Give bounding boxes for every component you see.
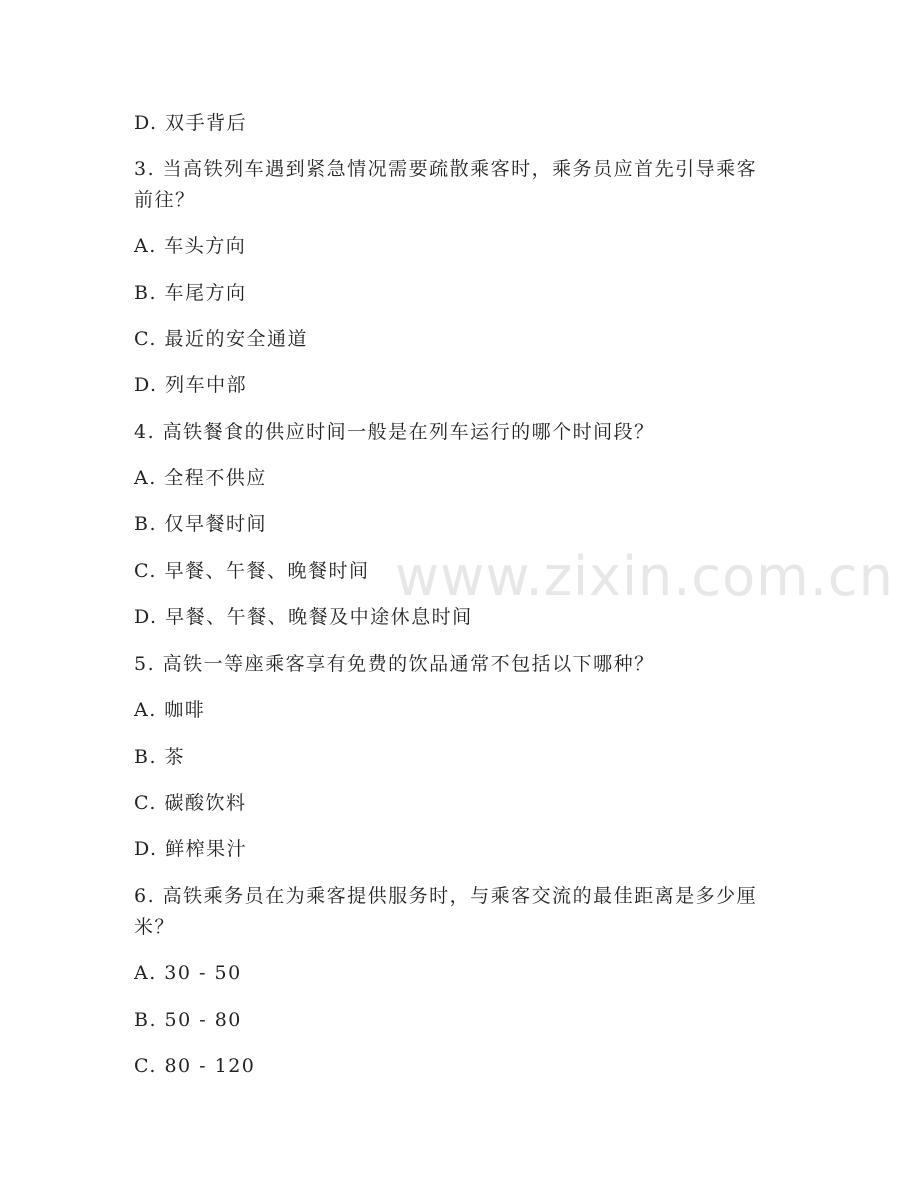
option-line: B. 50 - 80 [134, 1009, 242, 1031]
option-line: C. 碳酸饮料 [134, 792, 247, 814]
option-line: D. 双手背后 [134, 112, 248, 134]
option-line: B. 仅早餐时间 [134, 513, 268, 535]
question-line: 5. 高铁一等座乘客享有免费的饮品通常不包括以下哪种？ [134, 653, 655, 675]
option-line: A. 全程不供应 [134, 467, 267, 489]
option-line: D. 鲜榨果汁 [134, 838, 248, 860]
option-line: C. 80 - 120 [134, 1055, 256, 1077]
option-line: C. 早餐、午餐、晚餐时间 [134, 560, 370, 582]
option-line: D. 早餐、午餐、晚餐及中途休息时间 [134, 606, 473, 628]
option-line: B. 茶 [134, 746, 186, 768]
question-line: 4. 高铁餐食的供应时间一般是在列车运行的哪个时间段？ [134, 421, 655, 443]
option-line: A. 30 - 50 [134, 962, 242, 984]
question-line-continued: 米？ [134, 916, 176, 938]
question-line-continued: 前往？ [134, 189, 196, 211]
question-line: 6. 高铁乘务员在为乘客提供服务时，与乘客交流的最佳距离是多少厘 [134, 885, 758, 907]
question-line: 3. 当高铁列车遇到紧急情况需要疏散乘客时，乘务员应首先引导乘客 [134, 158, 758, 180]
option-line: D. 列车中部 [134, 374, 248, 396]
option-line: A. 车头方向 [134, 235, 247, 257]
watermark: www.zixin.com.cn [395, 545, 894, 608]
option-line: B. 车尾方向 [134, 282, 247, 304]
option-line: A. 咖啡 [134, 699, 206, 721]
option-line: C. 最近的安全通道 [134, 328, 308, 350]
